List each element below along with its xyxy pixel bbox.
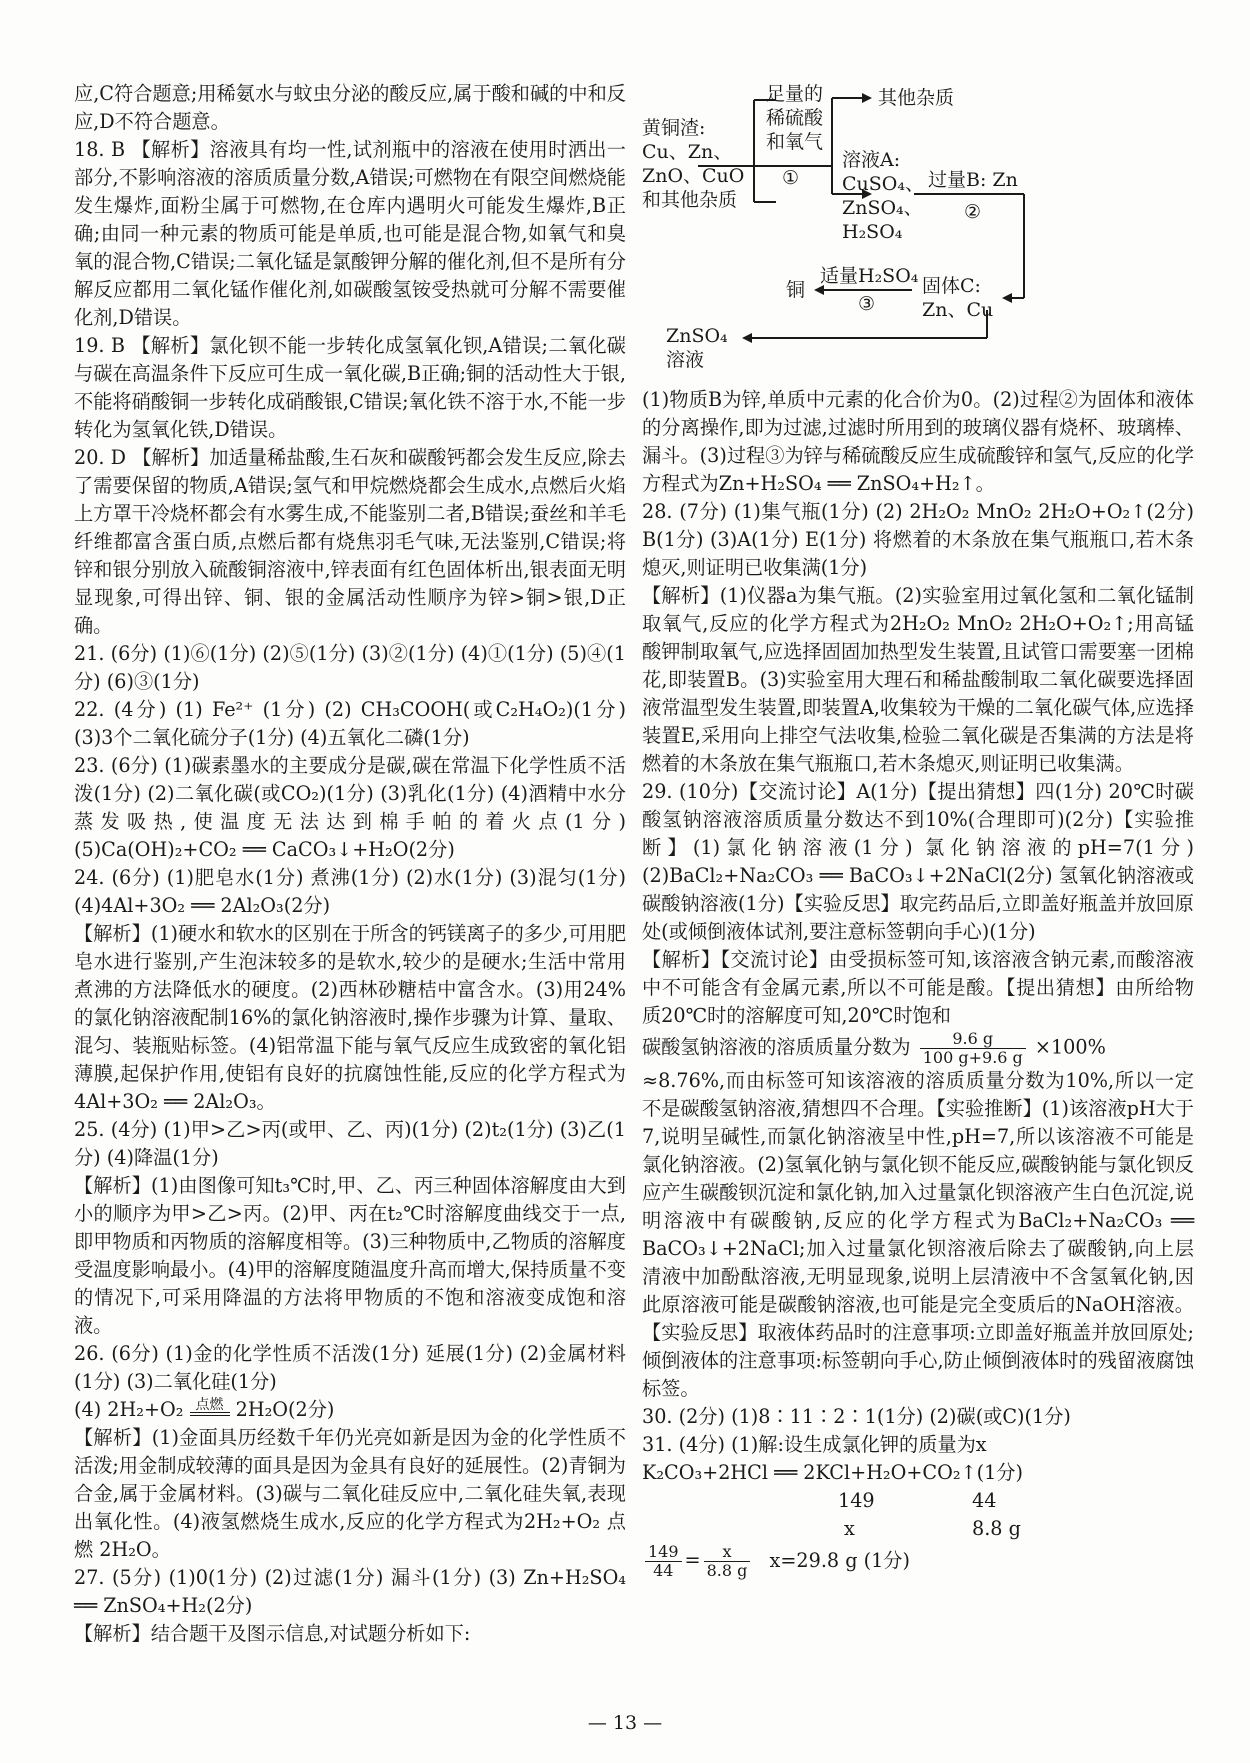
ratio-fraction-2 (704, 1543, 751, 1580)
equation-26 (74, 1396, 626, 1424)
fraction-suffix: ×100% (1034, 1035, 1106, 1059)
ratio-denominator: 8.8 g (706, 1561, 748, 1580)
start-material-item: Cu、Zn、 (642, 141, 733, 163)
fraction-prefix: 碳酸氢钠溶液的溶质质量分数为 (642, 1035, 911, 1059)
reagent-3: 适量H₂SO₄ (820, 265, 919, 287)
answer-25: 25. (4分) (1)甲>乙>丙(或甲、乙、丙)(1分) (2)t₂(1分) (3)乙(1分) (4)降温(1分) (74, 1118, 626, 1169)
step-3-label: ③ (858, 293, 876, 315)
solid-c-item: Zn、Cu (922, 299, 994, 321)
reagent-1: 足量的 (766, 83, 824, 105)
start-material-label: 黄铜渣: (642, 117, 706, 139)
answer-18: 18. B 【解析】溶液具有均一性,试剂瓶中的溶液在使用时洒出一部分,不影响溶液的溶质质量分数,A错误;可燃物在有限空间燃烧能发生爆炸,面粉尘属于可燃物,在仓库内遇明火可能发生爆炸,B正确;由同一种元素的物质可能是单质,也可能是混合物,如氧气和臭氧的混合物,C错误;二氧化锰是氯酸钾分解的催化剂,但不是所有分解反应都用二氧化锰作催化剂,如碳酸氢铵受热就可分解不需要催化剂,D错误。 (74, 138, 626, 329)
equation-right: 2H₂O(2分) (235, 1398, 335, 1421)
solid-c-label: 固体C: (922, 275, 981, 297)
znso4-product: ZnSO₄ (666, 325, 728, 347)
answer-28: 28. (7分) (1)集气瓶(1分) (2) 2H₂O₂ MnO₂ 2H₂O+O₂↑(2分) B(1分) (3)A(1分) E(1分) 将燃着的木条放在集气瓶瓶口,若木条熄灭,则证明已收集满(1分) (642, 500, 1194, 579)
unknown-x: x (844, 1517, 855, 1540)
ratio-equals: = (684, 1548, 701, 1572)
analysis-28: 【解析】(1)仪器a为集气瓶。(2)实验室用过氧化氢和二氧化锰制取氧气,反应的化学方程式为2H₂O₂ MnO₂ 2H₂O+O₂↑;用高锰酸钾制取氧气,应选择固固加热型发生装置,且试管口需要塞一团棉花,即装置B。(3)实验室用大理石和稀盐酸制取二氧化碳要选择固液常温型发生装置,即装置A,收集较为干燥的二氧化碳气体,应选择装置E,采用向上排空气法收集,检验二氧化碳是否集满的方法是将燃着的木条放在集气瓶瓶口,若木条熄灭,则证明已收集满。 (642, 584, 1194, 775)
fraction-line (642, 1030, 1194, 1067)
right-column (642, 80, 1194, 1580)
molar-mass-co2: 44 (972, 1489, 997, 1512)
reagent-1: 和氧气 (766, 131, 824, 153)
solution-a-item: H₂SO₄ (842, 221, 903, 243)
ratio-result: x=29.8 g (1分) (769, 1548, 910, 1572)
analysis-27: 【解析】结合题干及图示信息,对试题分析如下: (74, 1622, 471, 1645)
page-number: — 13 — (587, 1712, 663, 1734)
equation-left: (4) 2H₂+O₂ (74, 1398, 184, 1421)
mass-co2: 8.8 g (972, 1517, 1021, 1540)
reagent-1: 稀硫酸 (766, 107, 824, 129)
ratio-fraction-1 (645, 1543, 682, 1580)
ratio-line (642, 1543, 1194, 1580)
reaction-condition (190, 1398, 230, 1416)
answer-29: 29. (10分)【交流讨论】A(1分)【提出猜想】四(1分) 20℃时碳酸氢钠溶液溶质质量分数达不到10%(合理即可)(2分)【实验推断】(1)氯化钠溶液(1分) 氯化钠溶液的pH=7(1分) (2)BaCl₂+Na₂CO₃ ══ BaCO₃↓+2NaCl(2分) 氢氧化钠溶液或碳酸钠溶液(1分)【实验反思】取完药品后,立即盖好瓶盖并放回原处(或倾倒液体试剂,要注意标签朝向手心)(1分) (642, 780, 1194, 943)
left-column (74, 80, 626, 1648)
start-material-item: 和其他杂质 (642, 189, 738, 211)
impurity-label: 其他杂质 (878, 87, 955, 109)
start-material-item: ZnO、CuO (642, 165, 745, 187)
answer-27: 27. (5分) (1)0(1分) (2)过滤(1分) 漏斗(1分) (3) Zn+H₂SO₄ ══ ZnSO₄+H₂(2分) (74, 1566, 626, 1617)
stoichiometry-values (642, 1487, 1194, 1543)
answer-31: 31. (4分) (1)解:设生成氯化钾的质量为x (642, 1433, 987, 1456)
fraction (920, 1030, 1026, 1067)
answer-23: 23. (6分) (1)碳素墨水的主要成分是碳,碳在常温下化学性质不活泼(1分) (2)二氧化碳(或CO₂)(1分) (3)乳化(1分) (4)酒精中水分蒸发吸热,使温度无法达到棉手帕的着火点(1分) (5)Ca(OH)₂+CO₂ ══ CaCO₃↓+H₂O(2分) (74, 754, 626, 861)
fraction-numerator: 9.6 g (920, 1030, 1026, 1049)
arrow-head (742, 333, 752, 343)
analysis-27-detail: (1)物质B为锌,单质中元素的化合价为0。(2)过程②为固体和液体的分离操作,即为过滤,过滤时所用到的玻璃仪器有烧杯、玻璃棒、漏斗。(3)过程③为锌与稀硫酸反应生成硫酸锌和氢气,反应的化学方程式为Zn+H₂SO₄ ══ ZnSO₄+H₂↑。 (642, 388, 1194, 495)
ratio-numerator: x (704, 1543, 751, 1562)
solution-a-item: ZnSO₄、 (842, 197, 923, 219)
condition-label: 点燃 (195, 1397, 224, 1413)
answer-26: 26. (6分) (1)金的化学性质不活泼(1分) 延展(1分) (2)金属材料(1分) (3)二氧化硅(1分) (74, 1342, 626, 1393)
analysis-29: 【解析】【交流讨论】由受损标签可知,该溶液含钠元素,而酸溶液中不可能含有金属元素,所以不可能是酸。【提出猜想】由所给物质20℃时的溶解度可知,20℃时饱和 (642, 948, 1194, 1027)
solution-a-label: 溶液A: (842, 149, 901, 171)
znso4-product: 溶液 (666, 349, 705, 371)
analysis-29-continued: ≈8.76%,而由标签可知该溶液的溶质质量分数为10%,所以一定不是碳酸氢钠溶液,猜想四不合理。【实验推断】(1)该溶液pH大于7,说明呈碱性,而氯化钠溶液呈中性,pH=7,所以该溶液不可能是氯化钠溶液。(2)氢氧化钠与氯化钡不能反应,碳酸钠能与氯化钡反应产生碳酸钡沉淀和氯化钠,加入过量氯化钡溶液产生白色沉淀,说明溶液中有碳酸钠,反应的化学方程式为BaCl₂+Na₂CO₃ ══ BaCO₃↓+2NaCl;加入过量氯化钡溶液后除去了碳酸钠,向上层清液中加酚酞溶液,无明显现象,说明上层清液中不含氢氧化钠,因此原溶液可能是碳酸钠溶液,也可能是完全变质后的NaOH溶液。【实验反思】取液体药品时的注意事项:立即盖好瓶盖并放回原处;倾倒液体的注意事项:标签朝向手心,防止倾倒液体时的残留液腐蚀标签。 (642, 1069, 1194, 1400)
ratio-denominator: 44 (653, 1561, 674, 1580)
ratio-numerator: 149 (645, 1543, 682, 1562)
arrow-head (1002, 293, 1012, 303)
arrow-head (862, 93, 872, 103)
analysis-24: 【解析】(1)硬水和软水的区别在于所含的钙镁离子的多少,可用肥皂水进行鉴别,产生泡沫较多的是软水,较少的是硬水;生活中常用煮沸的方法降低水的硬度。(2)西林砂糖桔中富含水。(3)用24%的氯化钠溶液配制16%的氯化钠溶液时,操作步骤为计算、量取、混匀、装瓶贴标签。(4)铝常温下能与氧气反应生成致密的氧化铝薄膜,起保护作用,使铝有良好的抗腐蚀性能,反应的化学方程式为4Al+3O₂ ══ 2Al₂O₃。 (74, 922, 626, 1113)
analysis-26: 【解析】(1)金面具历经数千年仍光亮如新是因为金的化学性质不活泼;用金制成较薄的面具是因为金具有良好的延展性。(2)青铜为合金,属于金属材料。(3)碳与二氧化硅反应中,二氧化硅失氧,表现出氧化性。(4)液氢燃烧生成水,反应的化学方程式为2H₂+O₂ 点燃 2H₂O。 (74, 1426, 626, 1561)
molar-mass-kcl: 149 (838, 1489, 875, 1512)
fraction-denominator: 100 g+9.6 g (922, 1048, 1023, 1067)
copper-product: 铜 (786, 279, 806, 301)
answer-30: 30. (2分) (1)8∶11∶2∶1(1分) (2)碳(或C)(1分) (642, 1405, 1071, 1428)
analysis-25: 【解析】(1)由图像可知t₃℃时,甲、乙、丙三种固体溶解度由大到小的顺序为甲>乙>丙。(2)甲、丙在t₂℃时溶解度曲线交于一点,即甲物质和丙物质的溶解度相等。(3)三种物质中,乙物质的溶解度受温度影响最小。(4)甲的溶解度随温度升高而增大,保持质量不变的情况下,可采用降温的方法将甲物质的不饱和溶液变成饱和溶液。 (74, 1174, 626, 1337)
answer-21: 21. (6分) (1)⑥(1分) (2)⑤(1分) (3)②(1分) (4)①(1分) (5)④(1分) (6)③(1分) (74, 642, 626, 693)
answer-22: 22. (4分) (1) Fe²⁺ (1分) (2) CH₃COOH(或C₂H₄O₂)(1分) (3)3个二氧化硫分子(1分) (4)五氧化二磷(1分) (74, 698, 626, 749)
answer-20: 20. D 【解析】加适量稀盐酸,生石灰和碳酸钙都会发生反应,除去了需要保留的物质,A错误;氢气和甲烷燃烧都会生成水,点燃后火焰上方罩干冷烧杯都会有水雾生成,不能鉴别二者,B错误;蚕丝和羊毛纤维都富含蛋白质,点燃后都有烧焦羽毛气味,无法鉴别,C错误;将锌和银分别放入硫酸铜溶液中,锌表面有红色固体析出,银表面无明显现象,可得出锌、铜、银的金属活动性顺序为锌>铜>银,D正确。 (74, 446, 626, 637)
step-2-label: ② (964, 201, 982, 223)
answer-24: 24. (6分) (1)肥皂水(1分) 煮沸(1分) (2)水(1分) (3)混匀(1分) (4)4Al+3O₂ ══ 2Al₂O₃(2分) (74, 866, 626, 917)
process-flowchart (642, 80, 1194, 380)
reagent-2: 过量B: Zn (928, 169, 1018, 191)
solution-a-item: CuSO₄、 (842, 173, 924, 195)
text-paragraph: 应,C符合题意;用稀氨水与蚊虫分泌的酸反应,属于酸和碱的中和反应,D不符合题意。 (74, 82, 626, 133)
equation-31: K₂CO₃+2HCl ══ 2KCl+H₂O+CO₂↑(1分) (642, 1461, 1023, 1484)
step-1-label: ① (782, 167, 800, 189)
answer-19: 19. B 【解析】氯化钡不能一步转化成氢氧化钡,A错误;二氧化碳与碳在高温条件下反应可生成一氧化碳,B正确;铜的活动性大于银,不能将硝酸铜一步转化成硝酸银,C错误;氧化铁不溶于水,不能一步转化为氢氧化铁,D错误。 (74, 334, 626, 441)
